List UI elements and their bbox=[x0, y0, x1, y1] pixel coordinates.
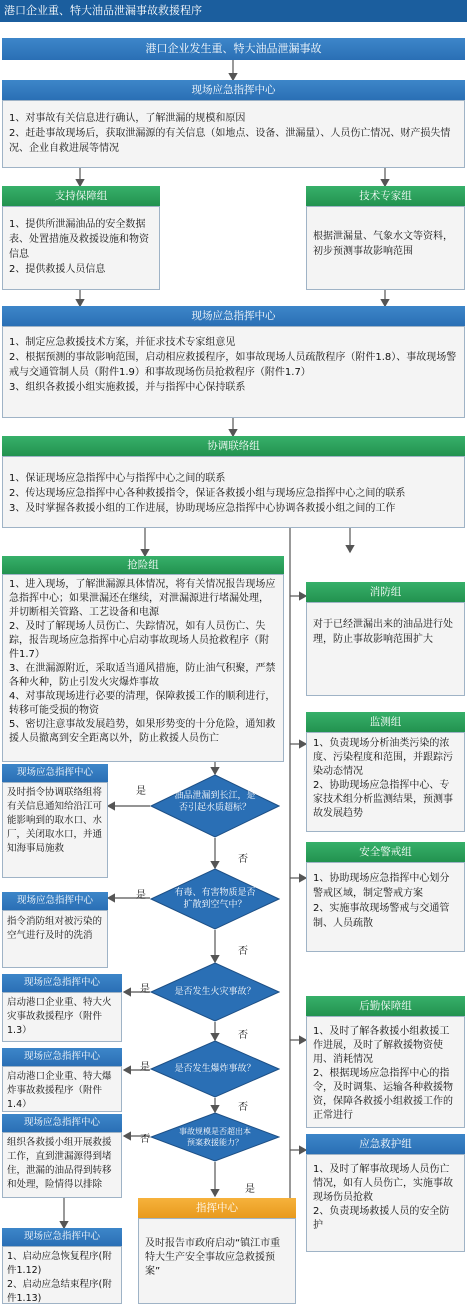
expert-group-box bbox=[306, 206, 465, 290]
support-group-box bbox=[2, 206, 160, 290]
logistics-group-header: 后勤保障组 bbox=[306, 996, 465, 1016]
support-group-header: 支持保障组 bbox=[2, 186, 160, 206]
left-command-2-box bbox=[2, 910, 108, 968]
fire-group-box bbox=[306, 602, 465, 696]
hq-text: 及时报告市政府启动“镇江市重特大生产安全事故应急救援预案” bbox=[145, 1238, 281, 1277]
list-item: 1、对事故有关信息进行确认，了解泄漏的规模和原因 bbox=[9, 113, 246, 124]
rescue-group-header: 抢险组 bbox=[2, 556, 284, 574]
list-item: 1、制定应急救援技术方案，并征求技术专家组意见 bbox=[9, 337, 236, 348]
list-item: 5、密切注意事故发展趋势，如果形势变的十分危险，通知救援人员撤离到安全距离以外，防止救援人员伤亡 bbox=[9, 719, 276, 744]
list-item: 1、保证现场应急指挥中心与指挥中心之间的联系 bbox=[9, 473, 226, 484]
fire-group-header: 消防组 bbox=[306, 582, 465, 602]
left-command-4-text: 启动港口企业重、特大爆炸事故救援程序（附件1.4） bbox=[7, 1071, 112, 1110]
list-item: 1、负责现场分析油类污染的浓度、污染程度和范围，并跟踪污染动态情况 bbox=[313, 738, 453, 777]
logistics-group-box bbox=[306, 1016, 465, 1128]
list-item: 2、根据预测的事故影响范围，启动相应救援程序，如事故现场人员疏散程序（附件1.8）、事故现场警戒与交通管制人员（附件1.9）和事故现场伤员抢救程序（附件1.7） bbox=[9, 352, 457, 378]
left-command-1-text: 及时指令协调联络组将有关信息通知给沿江可能影响到的取水口、水厂，关闭取水口，并通知海事局施救 bbox=[7, 787, 103, 854]
list-item: 1、进入现场，了解泄漏源具体情况，将有关情况报告现场应急指挥中心；如果泄漏还在继续，对泄漏源进行堵漏处理，并切断相关管路、工艺设备和电源 bbox=[9, 579, 276, 618]
list-item: 1、及时了解各救援小组救援工作进展，及时了解救援物资使用、消耗情况 bbox=[313, 1026, 450, 1065]
list-item: 3、组织各救援小组实施救援，并与指挥中心保持联系 bbox=[9, 382, 246, 393]
no-label: 否 bbox=[238, 1102, 248, 1113]
list-item: 2、实施事故现场警戒与交通管制、人员疏散 bbox=[313, 903, 450, 929]
left-command-5-header: 现场应急指挥中心 bbox=[2, 1114, 122, 1132]
yes-label: 是 bbox=[245, 1184, 255, 1195]
no-label: 否 bbox=[238, 946, 248, 957]
list-item: 1、启动应急恢复程序(附件1.12) bbox=[7, 1251, 112, 1276]
list-item: 2、传达现场应急指挥中心各种救援指令，保证各救援小组与现场应急指挥中心之间的联系 bbox=[9, 488, 406, 499]
list-item: 2、协助现场应急指挥中心、专家技术组分析监测结果，预测事故发展趋势 bbox=[313, 780, 453, 819]
security-group-box bbox=[306, 862, 465, 952]
no-label: 否 bbox=[238, 854, 248, 865]
list-item: 3、在泄漏源附近，采取适当通风措施，防止油气积聚，严禁各种火种，防止引发火灾爆炸事故 bbox=[9, 663, 276, 688]
list-item: 2、提供救援人员信息 bbox=[9, 264, 106, 275]
yes-label: 是 bbox=[136, 786, 146, 797]
list-item: 根据泄漏量、气象水文等资料，初步预测事故影响范围 bbox=[313, 231, 453, 257]
left-command-5-box bbox=[2, 1132, 122, 1198]
list-item: 3、及时掌握各救援小组的工作进展，协助现场应急指挥中心协调各救援小组之间的工作 bbox=[9, 503, 396, 514]
command-center-2-box bbox=[2, 326, 465, 418]
monitor-group-box bbox=[306, 732, 465, 832]
coordination-group-header: 协调联络组 bbox=[2, 436, 465, 456]
decision-3-text: 是否发生火灾事故？ bbox=[174, 987, 256, 997]
medical-group-header: 应急救护组 bbox=[306, 1134, 465, 1154]
decision-1-text: 油品泄漏到长江，是否引起水质超标？ bbox=[174, 791, 256, 813]
expert-group-header: 技术专家组 bbox=[306, 186, 465, 206]
left-command-2-text: 指令消防组对被污染的空气进行及时的洗消 bbox=[7, 916, 103, 941]
yes-label: 是 bbox=[140, 984, 150, 995]
list-item: 2、根据现场应急指挥中心的指令，及时调集、运输各种救援物资，保障各救援小组救援工作的正常进行 bbox=[313, 1068, 453, 1121]
list-item: 1、提供所泄漏油品的安全数据表、处置措施及救援设施和物资信息 bbox=[9, 219, 149, 260]
list-item: 1、协助现场应急指挥中心划分警戒区域，制定警戒方案 bbox=[313, 873, 450, 899]
coordination-group-box bbox=[2, 456, 465, 528]
left-command-4-box bbox=[2, 1066, 122, 1112]
left-command-3-text: 启动港口企业重、特大火灾事故救援程序（附件1.3） bbox=[7, 997, 112, 1036]
list-item: 2、负责现场救援人员的安全防护 bbox=[313, 1206, 450, 1231]
list-item: 对于已经泄漏出来的油品进行处理，防止事故影响范围扩大 bbox=[313, 619, 453, 645]
list-item: 2、启动应急结束程序(附件1.13) bbox=[7, 1279, 112, 1304]
command-center-1-box bbox=[2, 100, 465, 168]
security-group-header: 安全警戒组 bbox=[306, 842, 465, 862]
hq-header: 指挥中心 bbox=[138, 1198, 296, 1218]
no-label: 否 bbox=[238, 1030, 248, 1041]
monitor-group-header: 监测组 bbox=[306, 712, 465, 732]
list-item: 4、对事故现场进行必要的清理，保障救援工作的顺利进行，转移可能受损的物资 bbox=[9, 691, 276, 716]
no-label: 否 bbox=[140, 1134, 150, 1145]
yes-label: 是 bbox=[140, 1062, 150, 1073]
command-center-1-header: 现场应急指挥中心 bbox=[2, 80, 465, 100]
medical-group-box bbox=[306, 1154, 465, 1252]
left-command-1-header: 现场应急指挥中心 bbox=[2, 764, 108, 782]
left-command-4-header: 现场应急指挥中心 bbox=[2, 1048, 122, 1066]
left-command-6-box bbox=[2, 1246, 122, 1304]
command-center-2-header: 现场应急指挥中心 bbox=[2, 306, 465, 326]
decision-4-text: 是否发生爆炸事故？ bbox=[174, 1064, 256, 1074]
hq-box bbox=[138, 1218, 296, 1304]
decision-2-text: 有毒、有害物质是否扩散到空气中？ bbox=[174, 888, 256, 910]
left-command-5-text: 组织各救援小组开展救援工作，直到泄漏源得到堵住，泄漏的油品得到转移和处理，险情得以排除 bbox=[7, 1137, 112, 1190]
left-command-6-header: 现场应急指挥中心 bbox=[2, 1228, 122, 1246]
list-item: 2、及时了解现场人员伤亡、失踪情况，如有人员伤亡、失踪，报告现场应急指挥中心启动事故现场人员抢救程序（附件1.7） bbox=[9, 621, 269, 660]
yes-label: 是 bbox=[136, 890, 146, 901]
page-title: 港口企业重、特大油品泄漏事故救援程序 bbox=[0, 0, 467, 22]
left-command-3-header: 现场应急指挥中心 bbox=[2, 974, 122, 992]
left-command-3-box bbox=[2, 992, 122, 1042]
left-command-2-header: 现场应急指挥中心 bbox=[2, 892, 108, 910]
top-event: 港口企业发生重、特大油品泄漏事故 bbox=[2, 38, 465, 60]
decision-5-text: 事故规模是否超出本预案救援能力？ bbox=[179, 1127, 251, 1147]
list-item: 2、赶赴事故现场后，获取泄漏源的有关信息（如地点、设备、泄漏量）、人员伤亡情况、财产损失情况、企业自救进展等情况 bbox=[9, 128, 451, 154]
left-command-1-box bbox=[2, 782, 108, 878]
list-item: 1、及时了解事故现场人员伤亡情况，如有人员伤亡，实施事故现场伤员抢救 bbox=[313, 1164, 453, 1203]
rescue-group-box bbox=[2, 574, 284, 762]
